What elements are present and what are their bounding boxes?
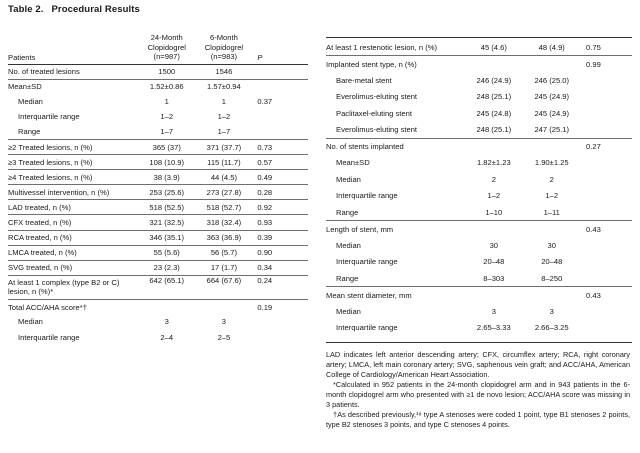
row-label: Implanted stent type, n (%) <box>326 56 466 73</box>
cell-6-month: 2 <box>549 174 554 184</box>
table-header-row <box>8 20 308 64</box>
cell-p-value: 0.73 <box>253 139 308 154</box>
row-label: Interquartile range <box>336 257 398 267</box>
table-row <box>326 89 632 106</box>
row-label: Bare-metal stent <box>336 75 392 85</box>
cell-p-value <box>582 254 632 271</box>
table-row <box>326 188 632 205</box>
table-row <box>8 215 308 230</box>
cell-6-month: 245 (24.9) <box>534 108 570 118</box>
cell-p-value: 0.24 <box>253 275 308 299</box>
cell-p-value: 0.27 <box>582 138 632 155</box>
table-row <box>8 79 308 94</box>
cell-24-month: 321 (32.5) <box>139 215 194 230</box>
cell-p-value <box>582 89 632 106</box>
row-label: Length of stent, mm <box>326 221 466 238</box>
row-label: At least 1 restenotic lesion, n (%) <box>326 42 438 52</box>
cell-24-month: 1500 <box>158 67 176 77</box>
cell-p-value <box>582 237 632 254</box>
table-row <box>8 200 308 215</box>
cell-p-value <box>582 122 632 139</box>
table-row <box>326 56 632 73</box>
row-label: Mean±SD <box>336 158 370 168</box>
table-row <box>326 237 632 254</box>
cell-p-value <box>582 155 632 172</box>
table-footnotes <box>326 350 630 430</box>
cell-24-month <box>466 138 521 155</box>
cell-p-value: 0.57 <box>253 155 308 170</box>
cell-p-value: 0.49 <box>253 170 308 185</box>
right-table-top-rule <box>326 37 632 38</box>
cell-6-month: 2–5 <box>217 332 231 342</box>
cell-6-month: 1–2 <box>217 112 231 122</box>
row-label-line2: lesion, n (%)* <box>8 287 54 297</box>
cell-p-value: 0.19 <box>253 299 308 314</box>
cell-24-month: 253 (25.6) <box>139 185 194 200</box>
row-label: ≥3 Treated lesions, n (%) <box>8 155 139 170</box>
table-row <box>8 64 308 79</box>
cell-p-value <box>582 320 632 337</box>
cell-24-month: 20–48 <box>483 257 505 267</box>
cell-6-month: 1–7 <box>217 127 231 137</box>
cell-6-month: 1546 <box>215 67 233 77</box>
cell-6-month: 363 (36.9) <box>194 230 253 245</box>
row-label: Interquartile range <box>18 332 80 342</box>
row-label: Total ACC/AHA score*† <box>8 299 139 314</box>
cell-24-month: 1–10 <box>485 207 503 217</box>
row-label <box>8 275 139 299</box>
row-label: ≥4 Treated lesions, n (%) <box>8 170 139 185</box>
row-label: LMCA treated, n (%) <box>8 245 139 260</box>
table-row <box>8 185 308 200</box>
cell-24-month: 38 (3.9) <box>139 170 194 185</box>
table-row <box>326 105 632 122</box>
table-row <box>8 230 308 245</box>
cell-24-month <box>466 56 521 73</box>
row-label: Median <box>18 97 43 107</box>
table-row <box>8 314 308 329</box>
cell-24-month: 108 (10.9) <box>139 155 194 170</box>
right-table-bottom-rule <box>326 342 632 343</box>
table-row <box>326 155 632 172</box>
row-label: No. of treated lesions <box>8 67 80 77</box>
cell-6-month <box>194 299 253 314</box>
table-row <box>326 270 632 287</box>
table-row <box>326 254 632 271</box>
header-6-month-line1: 6-Month <box>209 33 238 42</box>
row-label: No. of stents implanted <box>326 138 466 155</box>
table-title <box>8 4 140 15</box>
cell-6-month: 247 (25.1) <box>534 125 570 134</box>
cell-p-value: 0.75 <box>586 42 601 52</box>
table-label: Table 2. <box>8 4 44 15</box>
cell-24-month: 365 (37) <box>139 139 194 154</box>
cell-p-value: 0.43 <box>582 221 632 238</box>
cell-24-month: 518 (52.5) <box>139 200 194 215</box>
cell-24-month: 1–2 <box>160 112 174 122</box>
cell-p-value <box>253 124 308 139</box>
header-6-month <box>194 20 253 64</box>
table-row <box>8 124 308 139</box>
cell-24-month: 1–7 <box>160 127 174 137</box>
cell-p-value <box>582 72 632 89</box>
row-label: Median <box>336 306 361 316</box>
cell-p-value: 0.37 <box>257 97 273 107</box>
cell-p-value <box>582 105 632 122</box>
cell-24-month: 1–2 <box>487 191 501 201</box>
cell-6-month: 273 (27.8) <box>194 185 253 200</box>
table-row <box>326 39 632 56</box>
cell-24-month: 3 <box>491 306 496 316</box>
cell-p-value <box>253 79 308 94</box>
cell-6-month: 48 (4.9) <box>538 42 565 52</box>
row-label: ≥2 Treated lesions, n (%) <box>8 139 139 154</box>
row-label: CFX treated, n (%) <box>8 215 139 230</box>
cell-6-month: 1–11 <box>543 207 560 217</box>
cell-6-month: 20–48 <box>541 257 563 267</box>
cell-24-month: 246 (24.9) <box>476 75 512 85</box>
table-caption: Procedural Results <box>51 4 140 15</box>
row-label: RCA treated, n (%) <box>8 230 139 245</box>
cell-6-month: 1–2 <box>545 191 559 201</box>
header-24-month-line2: Clopidogrel <box>147 42 186 52</box>
row-label: Multivessel intervention, n (%) <box>8 185 139 200</box>
row-label: Median <box>18 317 43 327</box>
right-results-table <box>326 39 632 336</box>
header-6-month-line3: (n=983) <box>210 52 238 61</box>
cell-6-month: 3 <box>549 306 554 316</box>
header-p: P <box>253 20 308 64</box>
cell-6-month <box>521 287 582 304</box>
cell-6-month: 30 <box>547 240 556 250</box>
cell-p-value: 0.43 <box>582 287 632 304</box>
table-row <box>8 299 308 314</box>
cell-24-month <box>466 287 521 304</box>
cell-24-month: 1.52±0.86 <box>139 79 194 94</box>
table-row <box>326 303 632 320</box>
table-row <box>8 94 308 109</box>
cell-6-month: 318 (32.4) <box>194 215 253 230</box>
header-24-month-line3: (n=987) <box>153 52 180 61</box>
cell-p-value: 0.93 <box>253 215 308 230</box>
header-24-month <box>139 20 194 64</box>
cell-24-month: 2.65–3.33 <box>476 323 511 333</box>
cell-p-value: 0.92 <box>253 200 308 215</box>
cell-6-month: 56 (5.7) <box>194 245 253 260</box>
table-row <box>326 122 632 139</box>
cell-6-month: 115 (11.7) <box>194 155 253 170</box>
cell-p-value: 0.28 <box>253 185 308 200</box>
cell-p-value <box>582 303 632 320</box>
row-label: Range <box>336 273 359 283</box>
cell-24-month: 1.82±1.23 <box>476 158 511 168</box>
footnote-dagger: †As described previously,¹⁸ type A stenoses were coded 1 point, type B1 stenoses 2 points, type B2 stenoses 3 points, and type C stenoses 4 points. <box>326 410 630 429</box>
table-row <box>8 260 308 275</box>
row-label: LAD treated, n (%) <box>8 200 139 215</box>
row-label: Range <box>18 127 41 137</box>
cell-6-month: 1 <box>221 97 227 107</box>
cell-p-value <box>582 171 632 188</box>
row-label-line1: At least 1 complex (type B2 or C) <box>8 278 120 288</box>
cell-p-value <box>582 188 632 205</box>
cell-24-month: 2–4 <box>160 332 174 342</box>
header-24-month-line1: 24-Month <box>150 33 183 42</box>
table-row <box>326 221 632 238</box>
cell-p-value <box>253 330 308 345</box>
cell-6-month: 518 (52.7) <box>194 200 253 215</box>
cell-24-month: 1 <box>164 97 169 107</box>
cell-6-month: 1.57±0.94 <box>194 79 253 94</box>
table-row <box>8 139 308 154</box>
row-label: Interquartile range <box>336 323 398 333</box>
cell-p-value: 0.90 <box>253 245 308 260</box>
cell-24-month: 23 (2.3) <box>139 260 194 275</box>
cell-24-month: 245 (24.8) <box>476 108 512 118</box>
footnote-abbreviations: LAD indicates left anterior descending artery; CFX, circumflex artery; RCA, right coronary artery; LMCA, left main coronary artery; SVG, saphenous vein graft; and ACC/AHA, American College of Cardiology/American Heart Association. <box>326 350 630 379</box>
header-patients: Patients <box>8 20 139 64</box>
cell-24-month: 2 <box>491 174 496 184</box>
cell-6-month: 8–250 <box>541 273 563 283</box>
cell-p-value <box>582 270 632 287</box>
left-results-table <box>8 20 308 345</box>
cell-24-month: 8–303 <box>483 273 505 283</box>
footnote-star: *Calculated in 952 patients in the 24-month clopidogrel arm and in 943 patients in the 6-month clopidogrel arm who presented with ≥1 de novo lesion; ACC/AHA score was missing in 3 patients. <box>326 380 630 409</box>
cell-24-month <box>466 221 521 238</box>
cell-24-month: 3 <box>164 317 169 327</box>
cell-24-month: 248 (25.1) <box>476 92 512 102</box>
table-row <box>326 138 632 155</box>
row-label: Median <box>336 240 361 250</box>
cell-6-month: 44 (4.5) <box>194 170 253 185</box>
cell-p-value <box>253 109 308 124</box>
cell-24-month: 346 (35.1) <box>139 230 194 245</box>
table-row <box>326 320 632 337</box>
row-label: SVG treated, n (%) <box>8 260 139 275</box>
cell-p-value: 0.39 <box>253 230 308 245</box>
table-row <box>326 72 632 89</box>
row-label: Mean stent diameter, mm <box>326 287 466 304</box>
cell-p-value <box>582 204 632 221</box>
cell-6-month <box>521 138 582 155</box>
cell-p-value: 0.99 <box>582 56 632 73</box>
cell-6-month: 3 <box>221 317 227 327</box>
table-row <box>8 155 308 170</box>
cell-p-value <box>253 314 308 329</box>
cell-24-month <box>139 299 194 314</box>
cell-6-month <box>521 221 582 238</box>
cell-24-month: 55 (5.6) <box>139 245 194 260</box>
row-label: Everolimus-eluting stent <box>336 125 418 134</box>
table-row <box>8 330 308 345</box>
cell-24-month: 248 (25.1) <box>476 125 512 134</box>
table-row <box>326 287 632 304</box>
cell-6-month: 1.90±1.25 <box>534 158 569 168</box>
cell-6-month <box>521 56 582 73</box>
table-row <box>8 245 308 260</box>
header-6-month-line2: Clopidogrel <box>204 42 244 52</box>
cell-p-value <box>253 64 308 79</box>
table-row <box>8 170 308 185</box>
cell-24-month: 30 <box>489 240 499 250</box>
table-row <box>8 275 308 299</box>
cell-6-month: 664 (67.6) <box>194 275 253 299</box>
row-label: Everolimus-eluting stent <box>336 92 418 102</box>
cell-6-month: 245 (24.9) <box>534 92 570 102</box>
row-label: Interquartile range <box>336 191 398 201</box>
row-label: Paclitaxel-eluting stent <box>336 108 412 118</box>
row-label: Range <box>336 207 359 217</box>
cell-6-month: 17 (1.7) <box>194 260 253 275</box>
table-row <box>326 204 632 221</box>
cell-24-month: 642 (65.1) <box>139 275 194 299</box>
table-row <box>326 171 632 188</box>
row-label: Interquartile range <box>18 112 80 122</box>
row-label: Mean±SD <box>8 79 139 94</box>
cell-24-month: 45 (4.6) <box>480 42 507 52</box>
cell-6-month: 246 (25.0) <box>534 75 570 85</box>
table-row <box>8 109 308 124</box>
cell-p-value: 0.34 <box>253 260 308 275</box>
cell-6-month: 371 (37.7) <box>194 139 253 154</box>
row-label: Median <box>336 174 361 184</box>
cell-6-month: 2.66–3.25 <box>534 323 569 333</box>
